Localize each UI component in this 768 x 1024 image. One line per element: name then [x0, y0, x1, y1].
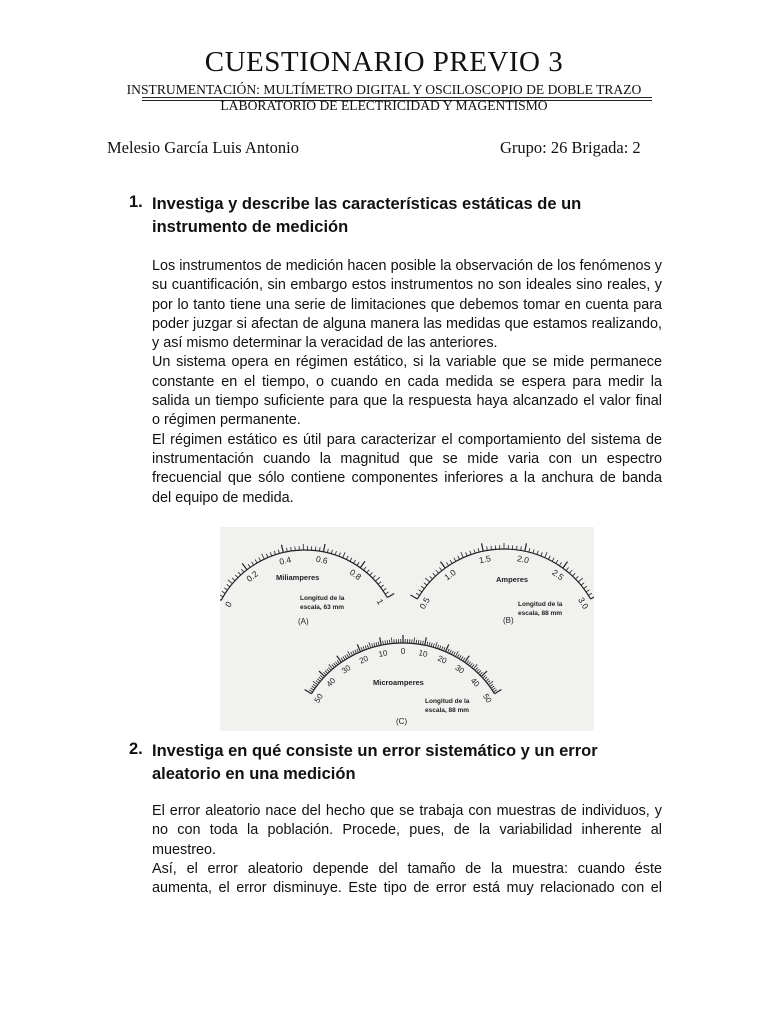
meter-scales-svg	[220, 527, 594, 731]
scale-b-tick	[559, 562, 561, 565]
scale-c-tick	[328, 667, 331, 670]
scale-c-tick	[459, 655, 461, 658]
scale-b-tick	[521, 546, 522, 550]
scale-b-tick	[548, 556, 550, 560]
scale-c-tick	[380, 637, 382, 645]
scale-c-tick	[486, 679, 489, 682]
scale-b-tick	[491, 546, 492, 550]
scale-c-tick	[357, 649, 359, 653]
scale-a-tick	[266, 554, 268, 558]
scale-a-tick	[343, 552, 345, 558]
scale-c-tick	[487, 681, 490, 684]
scale-a-unit: Miliamperes	[276, 573, 320, 582]
group-info: Grupo: 26 Brigada: 2	[500, 138, 641, 157]
scale-b-tick-label: 2.0	[516, 553, 530, 566]
scale-b-tick	[575, 576, 578, 579]
scale-c-tick	[332, 665, 335, 668]
scale-a-tick	[274, 551, 275, 555]
scale-b-tick	[541, 552, 542, 556]
scale-b-tag: (B)	[503, 616, 514, 625]
scale-c-tick-label: 50	[312, 692, 325, 705]
scale-c-tick	[480, 672, 483, 675]
question-1-answer	[152, 257, 662, 508]
scale-a-tick	[373, 575, 376, 578]
scale-c-tick-label: 40	[324, 676, 338, 689]
scale-a-tick	[354, 560, 356, 563]
scale-c-tick	[319, 677, 322, 680]
scale-c-tick	[337, 660, 339, 663]
scale-b-tick	[578, 578, 582, 582]
scale-c-tick	[353, 651, 355, 655]
scale-a-tick	[360, 561, 365, 568]
scale-a-tick-label: 0.8	[347, 566, 364, 582]
scale-c-tick	[355, 650, 357, 654]
answer-2-paragraph-2: Así, el error aleatorio depende del tamaño de la muestra: cuando éste aumenta, el error disminuye. Este tipo de error está muy relacionado con el	[152, 860, 662, 897]
scale-c-tick	[475, 667, 478, 670]
scale-a-tick	[227, 584, 230, 586]
scale-b-tick	[433, 573, 436, 576]
scale-c-labels	[313, 647, 494, 705]
answer-1-paragraph-3: El régimen estático es útil para caracterizar el comportamiento del sistema de instrumentación cuando la magnitud que se mide varia con un espectro frecuencial que sólo contiene componentes inferiores a la anchura de banda del equipo de medida.	[152, 431, 662, 506]
scale-c-tick	[367, 645, 368, 649]
scale-c-tick-label: 40	[468, 676, 482, 689]
scale-c-tick	[425, 637, 427, 645]
scale-a-tick	[238, 572, 241, 575]
scale-c-tick	[463, 658, 465, 661]
scale-a-tick	[323, 544, 325, 552]
scale-a-tick-label: 0.2	[244, 568, 260, 584]
scale-c-tick	[448, 649, 450, 653]
scale-c-tick	[365, 646, 366, 650]
scale-c-tick	[453, 652, 455, 656]
scale-b-tick	[556, 560, 558, 563]
scale-b-tick	[458, 556, 460, 560]
scale-b-tick-label: 2.5	[550, 567, 566, 583]
scale-b-tick	[517, 546, 518, 550]
scale-c-tick	[345, 655, 347, 658]
scale-a-tick	[381, 585, 384, 587]
scale-a-tick-label: 0.4	[278, 554, 293, 567]
scale-c-tick	[491, 686, 494, 688]
scale-b-tick	[537, 551, 538, 555]
scale-a-tick	[228, 580, 233, 584]
scale-b-tick	[419, 590, 422, 592]
scale-a-tick	[287, 548, 288, 552]
scale-a-tick	[383, 588, 386, 590]
scale-a-tick	[270, 552, 271, 556]
scale-b-tick	[466, 552, 467, 556]
scale-c-tick	[317, 679, 320, 682]
scale-c-tick	[369, 642, 371, 648]
scale-c-tick-label: 20	[436, 653, 449, 666]
scale-c-tick	[433, 643, 434, 647]
scale-a-tick	[357, 562, 359, 565]
scale-c-tick-label: 10	[377, 648, 389, 659]
scale-c-tick	[334, 663, 336, 666]
scale-b-tick	[454, 558, 456, 562]
scale-b-tick	[545, 552, 547, 557]
scale-a-tick	[291, 547, 292, 551]
scale-c-tick	[391, 638, 392, 644]
scale-a-tick	[278, 550, 279, 554]
scale-c-tick	[429, 642, 430, 646]
scale-c-tick	[374, 643, 375, 647]
scale-b-tick-label: 3.0	[576, 595, 591, 611]
scale-a-tick	[375, 577, 379, 581]
scale-c-tick	[312, 686, 315, 688]
scale-c-tag: (C)	[396, 717, 408, 726]
scale-c-tick	[441, 646, 442, 650]
scale-b-unit: Amperes	[496, 575, 529, 584]
document-title: CUESTIONARIO PREVIO 3	[204, 46, 564, 78]
scale-c-tick	[343, 657, 345, 660]
answer-1-paragraph-2: Un sistema opera en régimen estático, si la variable que se mide permanece constante en el tiempo, o cuando en cada medida se espera para medir la salida un tiempo suficiente para que la respuesta haya alcanzado el valor final o régimen permanente.	[152, 354, 662, 429]
scale-b-tick	[529, 548, 530, 552]
scale-b-tick	[470, 551, 471, 555]
scale-c-tick	[316, 681, 319, 684]
scale-c-tick	[418, 640, 419, 644]
scale-b-tick	[416, 593, 419, 595]
question-1-title: Investiga y describe las características estáticas de un instrumento de medición	[152, 195, 582, 236]
scale-b-tick-label: 0.5	[417, 595, 432, 611]
scale-c-tick	[414, 638, 415, 644]
scale-a-tick	[385, 592, 388, 594]
scale-b-tick	[566, 567, 568, 570]
document-subtitle-lab: LABORATORIO DE ELECTRICIDAD Y MAGENTISMO	[220, 98, 548, 113]
scale-a-tick	[335, 551, 336, 555]
scale-a-length-line2: escala, 63 mm	[300, 604, 345, 611]
scale-c-tick	[327, 669, 330, 672]
scale-b-ticks	[410, 543, 594, 599]
scale-c-tick	[484, 677, 487, 680]
meter-scales-figure	[220, 527, 594, 731]
scale-c-tick	[439, 646, 440, 650]
document-subtitle: INSTRUMENTACIÓN: MULTÍMETRO DIGITAL Y OSCILOSCOPIO DE DOBLE TRAZO	[126, 82, 642, 97]
scale-a-tick	[350, 558, 352, 562]
scale-b-tick	[533, 549, 534, 553]
question-2-answer	[152, 802, 662, 898]
scale-c-tick	[323, 672, 326, 675]
scale-a-tick	[262, 554, 265, 559]
scale-a-tick	[251, 562, 253, 565]
scale-a-tick	[255, 560, 257, 563]
scale-c-tick	[451, 651, 453, 655]
scale-c-tick	[493, 690, 496, 692]
scale-c-tick	[470, 663, 472, 666]
scale-a-tick	[259, 557, 261, 561]
scale-a-tick	[220, 597, 221, 601]
scale-c-tick	[387, 640, 388, 644]
scale-c-tick	[490, 684, 493, 686]
scale-a-tick	[331, 550, 332, 554]
scale-c-tick	[427, 642, 428, 646]
scale-b-tick	[424, 583, 427, 586]
scale-a-length-line1: Longitud de la	[300, 595, 345, 602]
scale-a-tick	[367, 570, 370, 573]
scale-a-tick	[224, 588, 227, 590]
scale-b-tick	[474, 549, 475, 553]
scale-c-tick	[481, 671, 487, 677]
scale-a-tick	[364, 567, 366, 570]
scale-c-tick-label: 30	[340, 663, 353, 676]
scale-b-tick	[584, 586, 587, 588]
question-2-number: 2.	[129, 740, 143, 758]
scale-c-tick-label: 0	[400, 647, 406, 657]
scale-a-tick	[220, 595, 223, 597]
scale-b-tick	[446, 562, 448, 565]
scale-c-length-line1: Longitud de la	[425, 698, 470, 705]
scale-a-tick-label: 1	[374, 597, 386, 607]
scale-c-tick-label: 50	[481, 692, 494, 705]
scale-c-tick	[383, 641, 384, 645]
scale-a-tick	[222, 591, 225, 593]
answer-1-paragraph-1: Los instrumentos de medición hacen posible la observación de los fenómenos y su cuantificación, sin embargo estos instrumentos no son ideales sino reales, y por lo tanto tiene una serie de limitaciones que debemos tomar en cuenta para poder juzgar si afectan de alguna manera las medidas que estamos realizando, y así mismo determinar la veracidad de las anteriores.	[152, 258, 662, 352]
scale-c-tick	[450, 650, 452, 654]
scale-a-tick	[378, 582, 381, 585]
scale-c-tick	[319, 671, 325, 677]
scale-c-tick	[478, 671, 481, 674]
scale-b-tick	[425, 578, 429, 582]
author-name: Melesio García Luis Antonio	[107, 138, 300, 157]
scale-b-tick	[430, 576, 433, 579]
scale-b-tick	[478, 548, 479, 552]
scale-a-tick	[232, 578, 235, 581]
scale-b-tick	[461, 552, 463, 557]
scale-c-tick	[477, 669, 480, 672]
scale-a-tick	[370, 573, 373, 576]
scale-c-tick	[341, 658, 343, 661]
scale-c-tick	[325, 671, 328, 674]
scale-b-tick	[552, 558, 554, 562]
scale-c-tick	[378, 642, 379, 646]
scale-c-tick	[461, 657, 463, 660]
scale-c-tick	[468, 662, 470, 665]
scale-c-tick-label: 10	[417, 648, 429, 659]
scale-a-tick	[339, 553, 340, 557]
scale-b-tick	[421, 586, 424, 588]
scale-b-tick	[482, 543, 484, 551]
scale-c-tick	[420, 640, 421, 644]
scale-b-tick	[487, 546, 488, 550]
scale-b-tick	[563, 562, 568, 568]
scale-c-tick	[335, 662, 337, 665]
question-1-number: 1.	[129, 193, 143, 211]
scale-b-tick	[525, 543, 527, 551]
scale-a-tick	[346, 556, 348, 560]
scale-c-tick	[313, 684, 316, 686]
scale-c-tick	[423, 641, 424, 645]
scale-c-tick-label: 30	[453, 663, 466, 676]
scale-c-tick	[320, 675, 323, 678]
scale-c-tick	[444, 647, 446, 651]
scale-b-tick	[572, 573, 575, 576]
scale-a-tick	[248, 564, 250, 567]
scale-c-tick	[466, 660, 468, 663]
scale-a-tick	[241, 569, 244, 572]
scale-c-tick	[431, 643, 432, 647]
scale-b-tick	[441, 562, 446, 568]
scale-b-tick	[591, 595, 594, 599]
scale-c-length-line2: escala, 88 mm	[425, 707, 470, 714]
scale-a-tick	[387, 594, 394, 598]
scale-c-tick	[455, 651, 458, 656]
scale-c-tick	[347, 654, 349, 657]
scale-c-tick	[492, 688, 495, 690]
scale-a-tick-label: 0.6	[315, 553, 329, 566]
scale-c-tick	[457, 654, 459, 657]
scale-c-tick	[351, 652, 353, 656]
scale-b-length-line1: Longitud de la	[518, 601, 563, 608]
scale-b-length-line2: escala, 88 mm	[518, 610, 563, 617]
scale-a-tick	[242, 563, 247, 569]
scale-b-tick	[588, 593, 591, 595]
scale-c-tick	[435, 642, 437, 648]
scale-b-tick	[586, 590, 589, 592]
scale-b-tick	[569, 570, 572, 573]
scale-b-tick	[581, 583, 584, 586]
question-2-title: Investiga en qué consiste un error sistemático y un error aleatorio en una medición	[152, 742, 598, 783]
scale-a-tag: (A)	[298, 617, 309, 626]
scale-c-tick-label: 20	[357, 653, 370, 666]
scale-c-tick	[483, 675, 486, 678]
scale-c-unit: Microamperes	[373, 678, 424, 687]
answer-2-paragraph-1: El error aleatorio nace del hecho que se trabaja con muestras de individuos, y no con toda la población. Procede, pues, de la variabilidad inherente al muestreo.	[152, 803, 662, 858]
scale-b-tick-label: 1.5	[478, 553, 492, 566]
scale-b-tick	[450, 560, 452, 563]
scale-b-tick	[410, 595, 417, 599]
scale-c-tick	[361, 647, 363, 651]
scale-a-tick	[319, 547, 320, 551]
scale-a-tick	[281, 545, 283, 553]
scale-a-tick	[235, 575, 238, 578]
scale-c-tick	[437, 645, 438, 649]
scale-c-tick	[472, 665, 475, 668]
scale-c-tick	[310, 688, 313, 690]
scale-a-tick-label: 0	[222, 599, 234, 609]
scale-a-tick	[327, 549, 328, 553]
scale-b-tick	[439, 567, 441, 570]
scale-b-tick-label: 1.0	[442, 567, 458, 583]
scale-c-tick	[385, 640, 386, 644]
scale-c-tick	[348, 651, 351, 656]
scale-c-tick	[363, 646, 364, 650]
scale-c-tick	[376, 642, 377, 646]
scale-b-tick	[436, 570, 439, 573]
scale-c-tick	[309, 690, 312, 692]
scale-c-tick	[372, 643, 373, 647]
